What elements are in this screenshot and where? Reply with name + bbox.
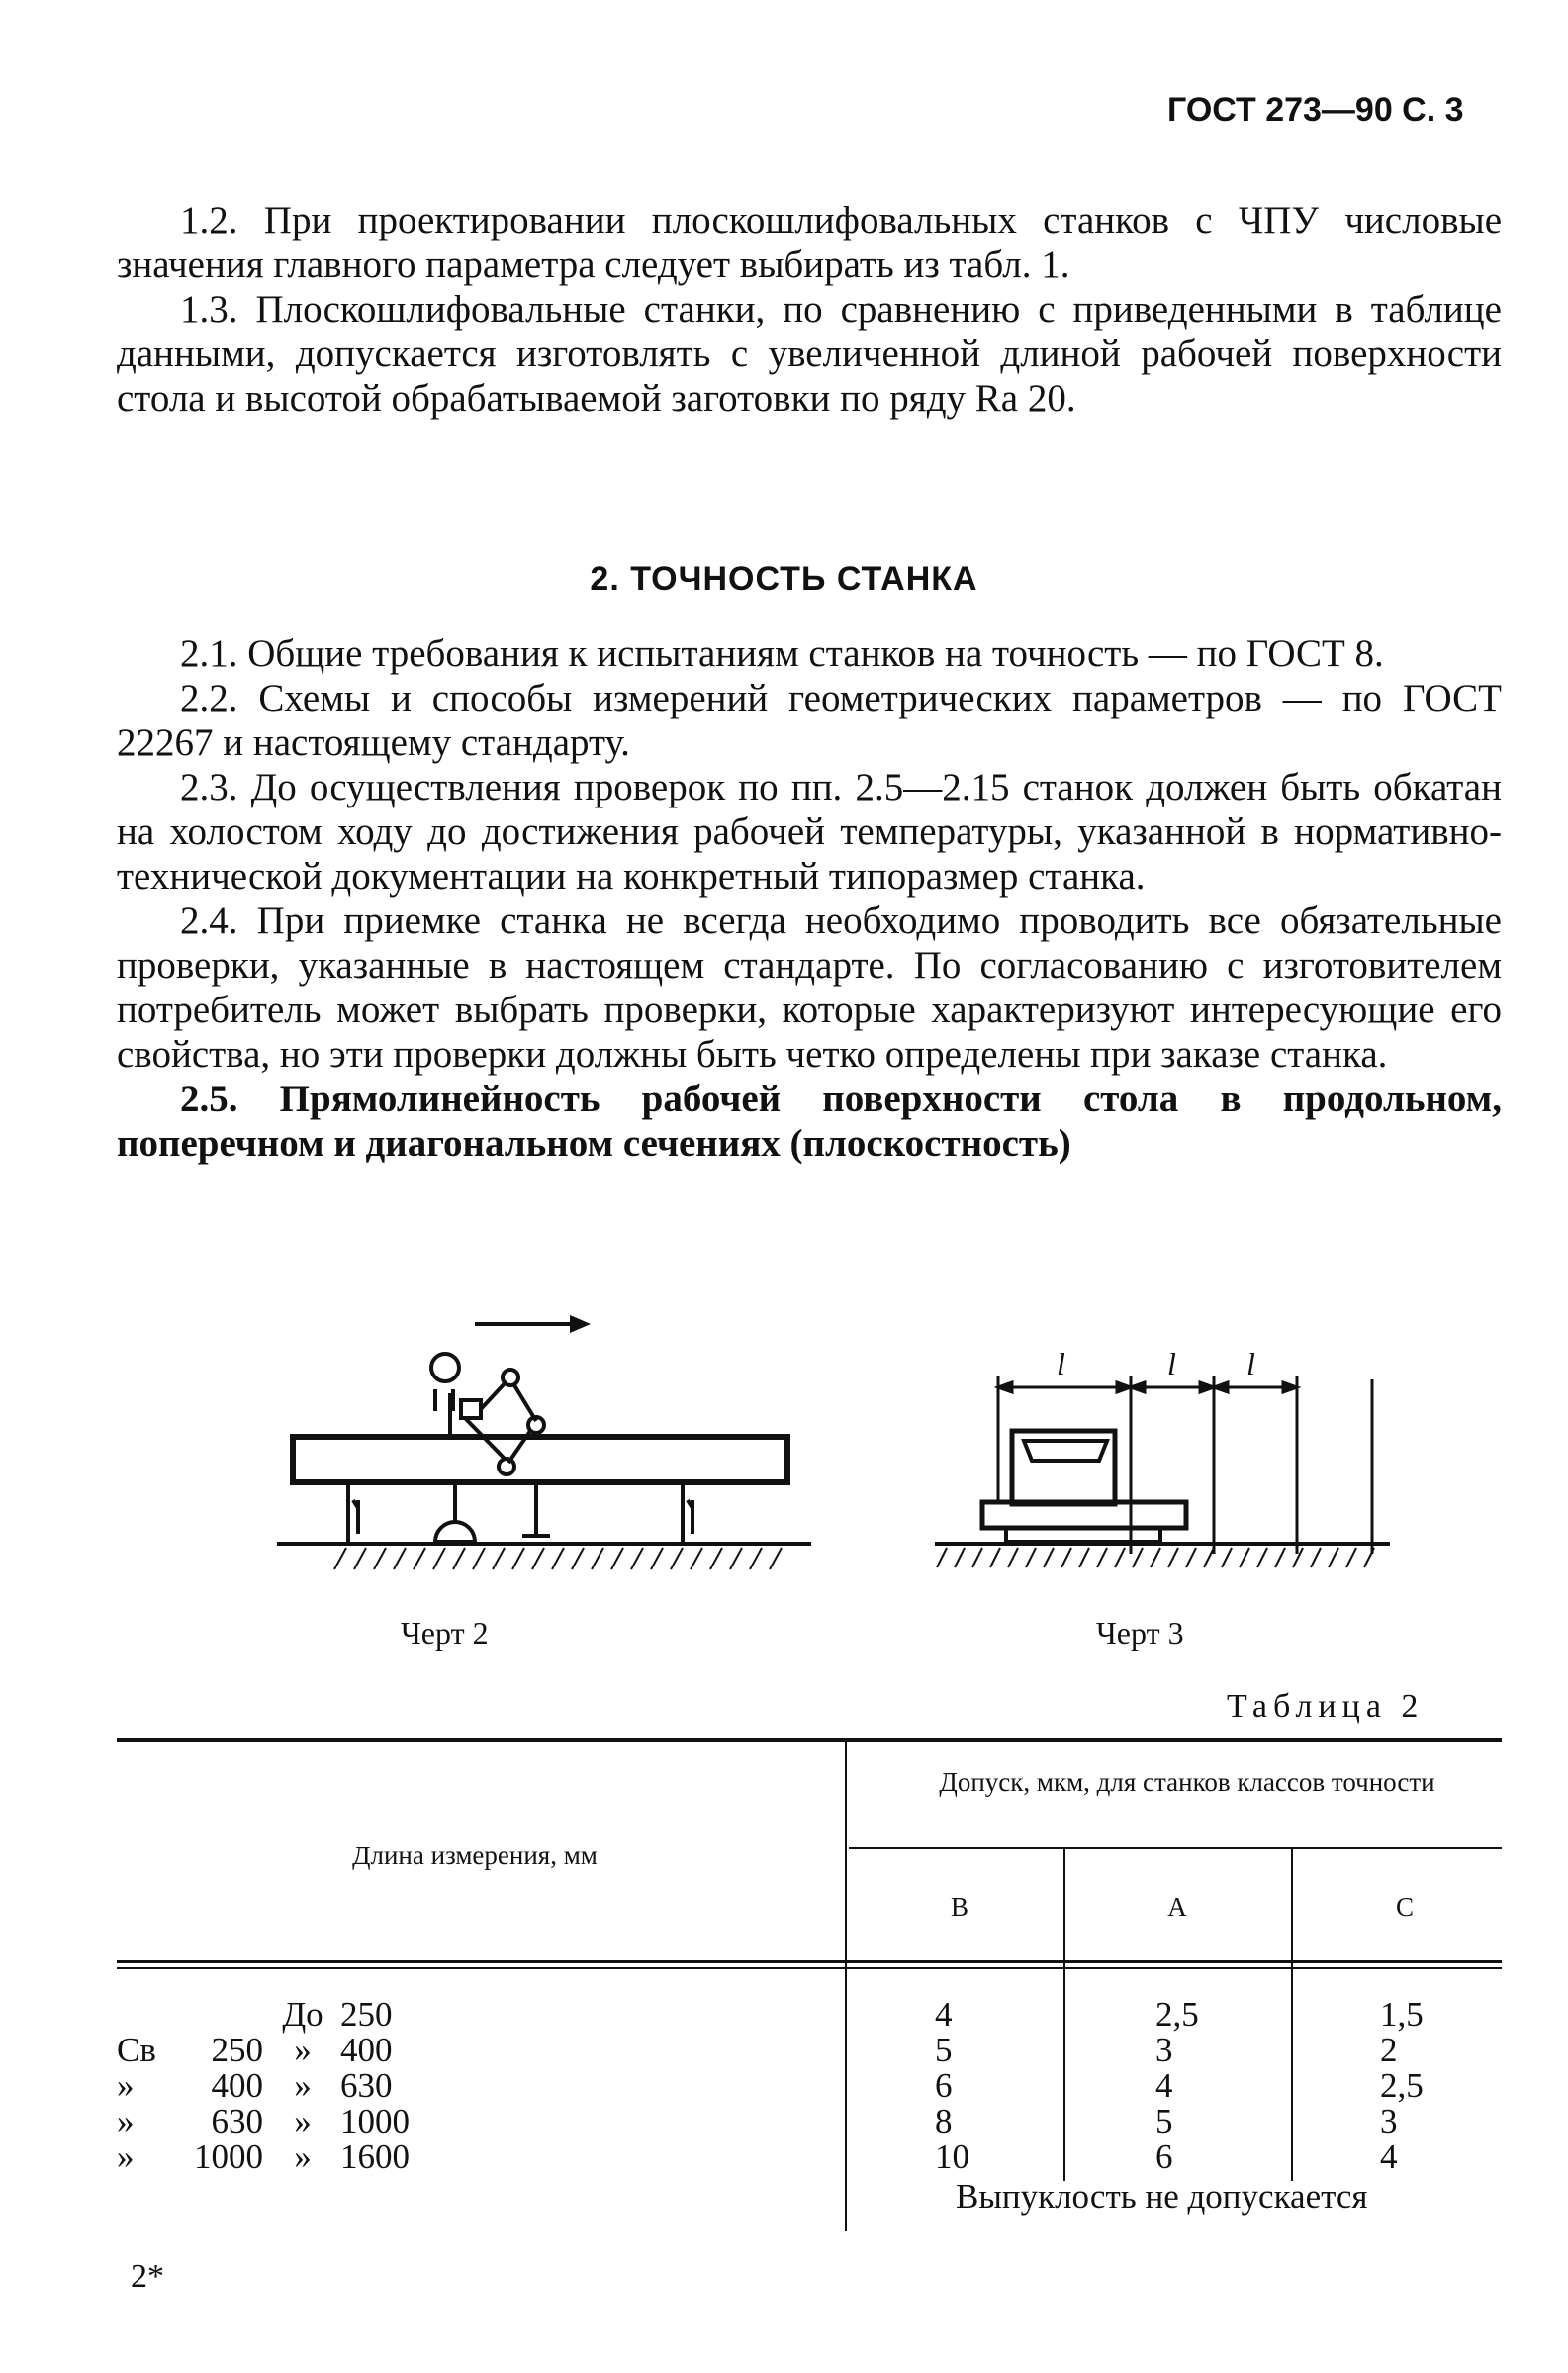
length-to: 1000 <box>340 2102 410 2140</box>
table-subheader-rule <box>849 1847 1502 1849</box>
column-tolerance-header: Допуск, мкм, для станков классов точности <box>939 1767 1435 1797</box>
value-c: 4 <box>1380 2137 1398 2176</box>
column-length-header: Длина измерения, мм <box>352 1841 598 1870</box>
table-header-rule-2 <box>117 1967 1502 1969</box>
length-sep: До <box>282 1995 323 2034</box>
length-sep: » <box>294 2066 312 2105</box>
value-b: 10 <box>935 2137 969 2176</box>
paragraph-1-2: 1.2. При проектировании плоскошлифовальных станков с ЧПУ числовые значения главного параметра следует выбирать из табл. 1. <box>117 199 1502 286</box>
paragraph-2-2: 2.2. Схемы и способы измерений геометрических параметров — по ГОСТ 22267 и настоящему стандарту. <box>117 677 1502 764</box>
length-prefix: » <box>117 2102 135 2140</box>
value-c: 2 <box>1380 2031 1398 2069</box>
class-c-values <box>1380 1997 1479 2175</box>
section-title: 2. ТОЧНОСТЬ СТАНКА <box>590 560 978 598</box>
paragraph-2-3: 2.3. До осуществления проверок по пп. 2.5—2.15 станок должен быть обкатан на холостом ходу до достижения рабочей температуры, указанной в нормативно-технической документации на конкретный типоразмер станка. <box>117 766 1502 898</box>
value-a: 6 <box>1155 2137 1173 2176</box>
table-divider-b-a <box>1063 1849 1065 2181</box>
table-top-rule <box>117 1738 1502 1742</box>
length-prefix: Св <box>117 2031 156 2069</box>
value-a: 4 <box>1155 2066 1173 2105</box>
length-sep: » <box>294 2102 312 2140</box>
class-header-a: А <box>1167 1892 1187 1922</box>
class-b-values <box>935 1997 1034 2175</box>
length-to: 630 <box>340 2066 393 2105</box>
figure-3-label-3: l <box>1246 1346 1255 1381</box>
value-a: 5 <box>1155 2102 1173 2140</box>
table-header-rule-1 <box>117 1960 1502 1963</box>
value-a: 2,5 <box>1155 1995 1199 2034</box>
page-header: ГОСТ 273—90 С. 3 <box>1167 91 1464 129</box>
length-sep: » <box>294 2137 312 2176</box>
length-to: 400 <box>340 2031 393 2069</box>
class-header-c: С <box>1395 1892 1414 1922</box>
value-b: 6 <box>935 2066 953 2105</box>
paragraph-2-4: 2.4. При приемке станка не всегда необходимо проводить все обязательные проверки, указанные в настоящем стандарте. По согласованию с изготовителем потребитель может выбрать проверки, которые характеризуют интересующие его свойства, но эти проверки должны быть четко определены при заказе станка. <box>117 900 1502 1076</box>
paragraph-1-3: 1.3. Плоскошлифовальные станки, по сравнению с приведенными в таблице данными, допускается изготовлять с увеличенной длиной рабочей поверхности стола и высотой обрабатываемой заготовки по ряду Ra 20. <box>117 288 1502 420</box>
figure-3-caption: Черт 3 <box>1096 1615 1184 1651</box>
paragraph-2-5: 2.5. Прямолинейность рабочей поверхности стола в продольном, поперечном и диагональном сечениях (плоскостность) <box>117 1078 1502 1165</box>
class-a-values <box>1155 1997 1254 2175</box>
value-b: 8 <box>935 2102 953 2140</box>
value-c: 1,5 <box>1380 1995 1424 2034</box>
length-prefix: » <box>117 2066 135 2105</box>
length-prefix: » <box>117 2137 135 2176</box>
value-b: 5 <box>935 2031 953 2069</box>
table-divider-a-c <box>1291 1849 1293 2181</box>
length-prefix-column <box>117 1997 176 2175</box>
value-b: 4 <box>935 1995 953 2034</box>
length-from-column <box>184 1997 263 2175</box>
length-from <box>184 1997 263 2033</box>
figure-3-label-1: l <box>1057 1346 1065 1381</box>
table-title: Таблица 2 <box>1227 1688 1425 1725</box>
length-from: 400 <box>211 2066 263 2105</box>
figure-3-label-2: l <box>1167 1346 1176 1381</box>
paragraph-2-1: 2.1. Общие требования к испытаниям станков на точность — по ГОСТ 8. <box>180 632 1384 675</box>
length-from: 250 <box>211 2031 263 2069</box>
length-to: 250 <box>340 1995 393 2034</box>
figure-2-caption: Черт 2 <box>401 1615 489 1651</box>
value-c: 2,5 <box>1380 2066 1424 2105</box>
length-to-column <box>340 1997 429 2175</box>
length-from: 630 <box>211 2102 263 2140</box>
value-c: 3 <box>1380 2102 1398 2140</box>
intro-paragraphs <box>117 198 1502 421</box>
figure-3-drawing <box>935 1346 1410 1593</box>
figure-2-drawing <box>277 1306 831 1583</box>
table-main-divider <box>845 1742 847 2231</box>
length-sep: » <box>294 2031 312 2069</box>
length-from: 1000 <box>194 2137 263 2176</box>
length-sep-column <box>273 1997 332 2175</box>
footer-mark: 2* <box>131 2258 164 2295</box>
table-note: Выпуклость не допускается <box>956 2177 1368 2216</box>
section-paragraphs <box>117 631 1502 1166</box>
length-prefix <box>117 1997 176 2033</box>
value-a: 3 <box>1155 2031 1173 2069</box>
class-header-b: В <box>950 1892 968 1922</box>
length-to: 1600 <box>340 2137 410 2176</box>
